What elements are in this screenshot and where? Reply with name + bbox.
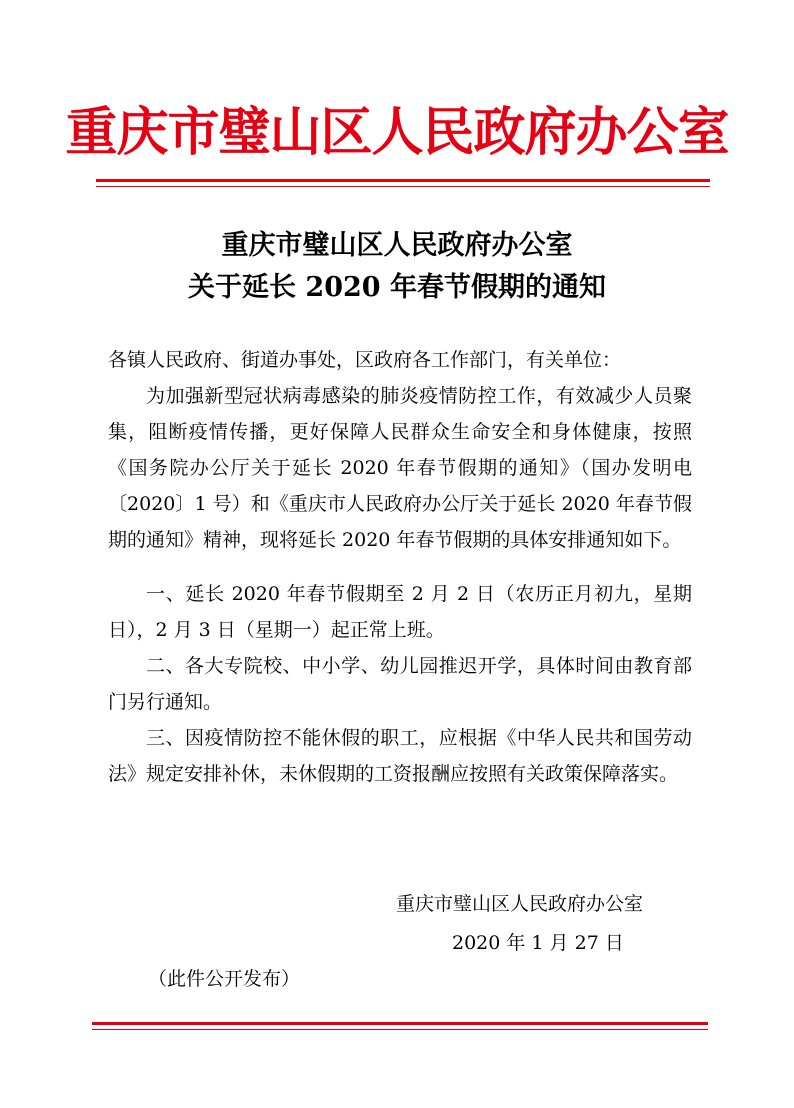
footer-rule-thick [92,1022,708,1025]
signature-date: 2020 年 1 月 27 日 [452,932,624,954]
release-note: （此件公开发布） [148,968,301,990]
salutation: 各镇人民政府、街道办事处，区政府各工作部门，有关单位： [108,349,622,371]
body-paragraph-intro: 为加强新型冠状病毒感染的肺炎疫情防控工作，有效减少人员聚集，阻断疫情传播，更好保障人民群众生命安全和身体健康，按照《国务院办公厅关于延长 2020 年春节假期的通知》（国办发明电〔2020〕1 号）和《重庆市人民政府办公厅关于延长 2020 年春节假期的通知》精神，现将延长 2020 年春节假期的具体安排通知如下。 [108,385,692,551]
body-paragraph-item-3: 三、因疫情防控不能休假的职工，应根据《中华人民共和国劳动法》规定安排补休，未休假期的工资报酬应按照有关政策保障落实。 [108,727,692,785]
body-paragraph-item-2: 二、各大专院校、中小学、幼儿园推迟开学，具体时间由教育部门另行通知。 [108,655,692,713]
body-paragraph-item-1: 一、延长 2020 年春节假期至 2 月 2 日（农历正月初九，星期日），2 月 3 日（星期一）起正常上班。 [108,583,692,641]
footer-rule-thin [92,1029,708,1030]
document-title-line-1: 重庆市璧山区人民政府办公室 [221,230,573,261]
letterhead-title: 重庆市璧山区人民政府办公室 [65,102,729,163]
signature-org: 重庆市璧山区人民政府办公室 [396,893,644,915]
document-title-line-2: 关于延长 2020 年春节假期的通知 [188,272,606,303]
letterhead-rule-thick [96,179,710,182]
letterhead-rule-thin [96,186,710,187]
